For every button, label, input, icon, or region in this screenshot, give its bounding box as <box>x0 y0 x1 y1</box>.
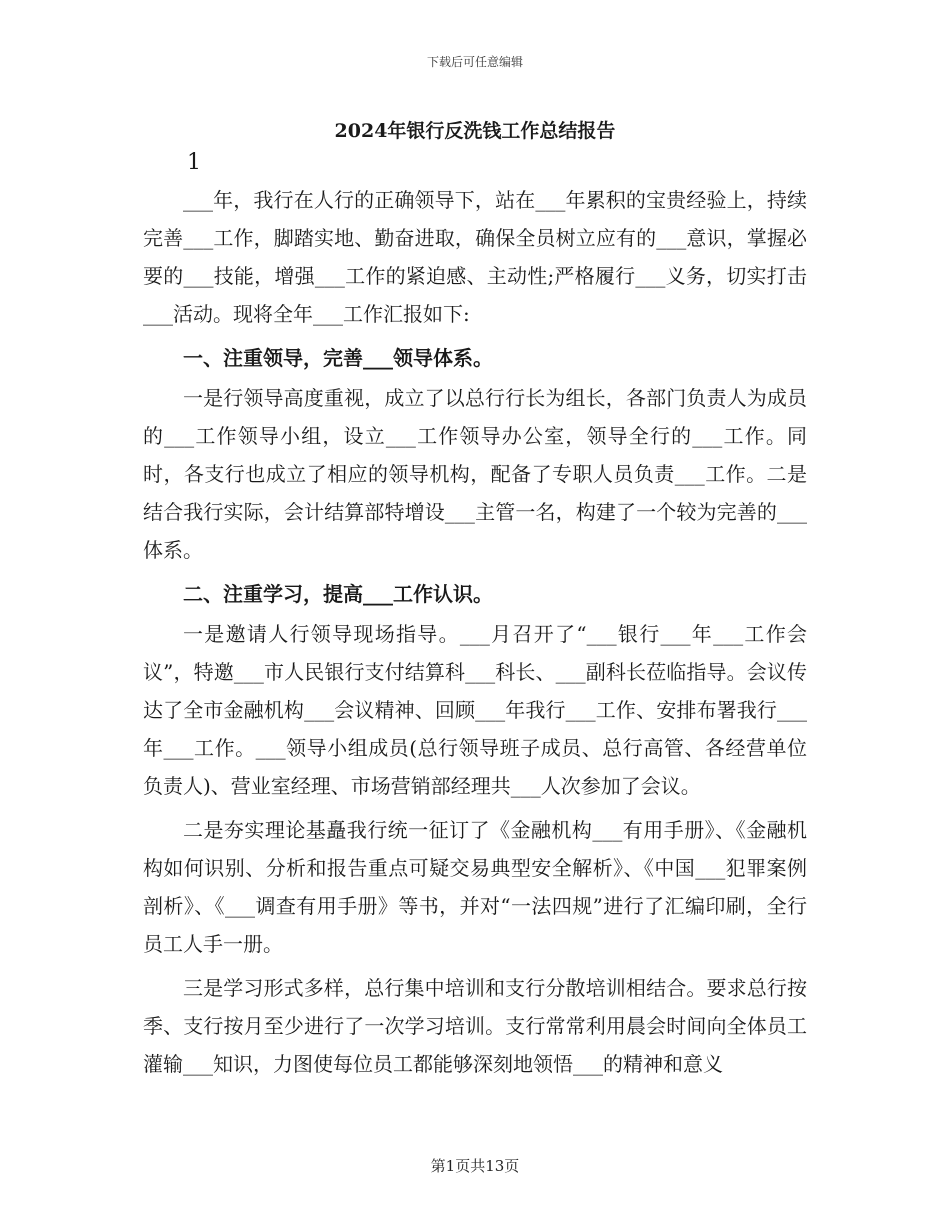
heading-section-2: 二、注重学习，提高___工作认识。 <box>183 582 493 606</box>
section-number: 1 <box>187 150 201 175</box>
document-body <box>143 181 807 1083</box>
paragraph-leadership: 一是行领导高度重视，成立了以总行行长为组长，各部门负责人为成员的___工作领导小组，设立___工作领导办公室，领导全行的___工作。同时，各支行也成立了相应的领导机构，配备了专职人员负责___工作。二是结合我行实际，会计结算部特增设___主管一名，构建了一个较为完善的___体系。 <box>143 386 807 562</box>
paragraph-guidance: 一是邀请人行领导现场指导。___月召开了“___银行___年___工作会议”，特邀___市人民银行支付结算科___科长、___副科长莅临指导。会议传达了全市金融机构___会议精神、回顾___年我行___工作、安排布署我行___年___工作。___领导小组成员(总行领导班子成员、总行高管、各经营单位负责人)、营业室经理、市场营销部经理共___人次参加了会议。 <box>143 622 807 798</box>
paragraph-training: 三是学习形式多样，总行集中培训和支行分散培训相结合。要求总行按季、支行按月至少进行了一次学习培训。支行常常利用晨会时间向全体员工灌输___知识，力图使每位员工都能够深刻地领悟___的精神和意义 <box>143 976 807 1076</box>
header-note: 下载后可任意编辑 <box>426 55 523 69</box>
page-number-footer: 第1页共13页 <box>430 1157 520 1175</box>
paragraph-intro: ___年，我行在人行的正确领导下，站在___年累积的宝贵经验上，持续完善___工作，脚踏实地、勤奋进取，确保全员树立应有的___意识，掌握必要的___技能，增强___工作的紧迫感、主动性;严格履行___义务，切实打击___活动。现将全年___工作汇报如下: <box>143 188 807 326</box>
document-title: 2024年银行反洗钱工作总结报告 <box>334 120 616 142</box>
paragraph-theory: 二是夯实理论基矗我行统一征订了《金融机构___有用手册》、《金融机构如何识别、分析和报告重点可疑交易典型安全解析》、《中国___犯罪案例剖析》、《___调查有用手册》等书，并对“一法四规”进行了汇编印刷，全行员工人手一册。 <box>143 818 807 956</box>
heading-section-1: 一、注重领导，完善___领导体系。 <box>183 346 493 370</box>
